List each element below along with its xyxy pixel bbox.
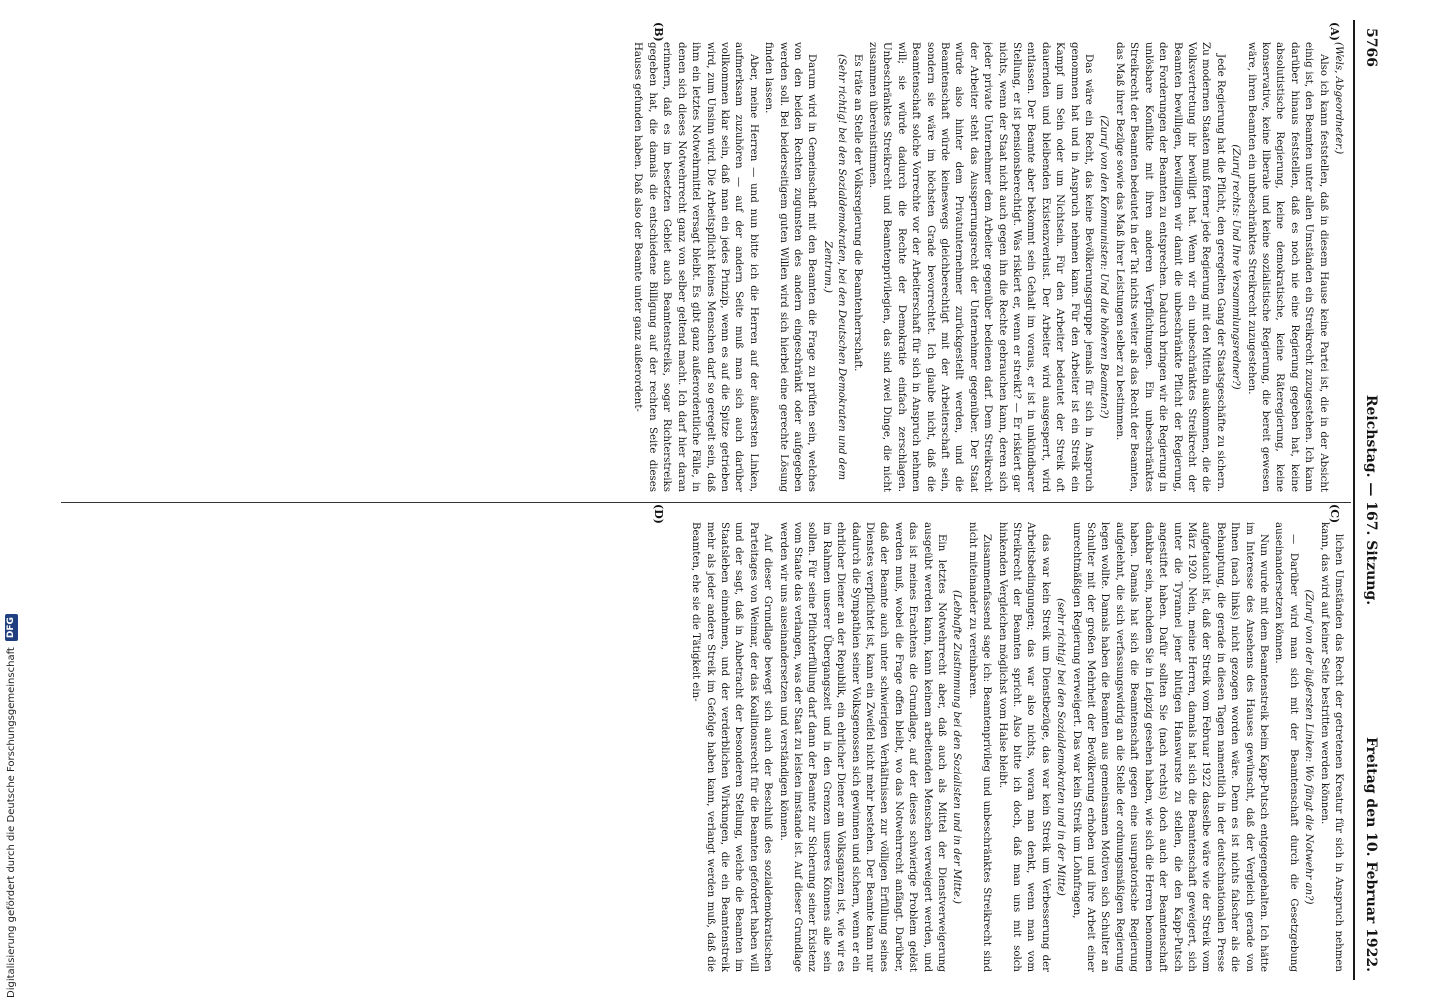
paragraph: Ein letztes Notwehrrecht aber, daß auch als Mittel der Dienstverweigerung ausgeübt werden kann, kann keinem arbeitenden Menschen verweigert werden, und das ist meines Erachtens die Grundlage, auf der dieses schwierige Problem gelöst werden muß, wobei die Frage offen bleibt, wo das Notwehrrecht anfängt. Darüber, daß der Beamte auch unter schwierigen Verhältnissen zur völligen Erfüllung seines Dienstes verpflichtet ist, kann ein Zweifel nicht mehr bestehen. Der Beamte kann nur dadurch die Sympathien seiner Volksgenossen sich gewinnen und sichern, wenn er ein ehrlicher Diener an der Republik, ein ehrlicher Diener am Volksganzen ist, wie wir es im Rahmen unserer Übergangszeit und in den Grenzen unseres Könnens alle sein sollen. Für seine Pflichterfüllung darf dann der Beamte zur Sicherung seiner Existenz vom Staate das verlangen, was der Staat zu leisten imstande ist. Auf dieser Grundlage werden wir uns auseinandersetzen und verständigen können.	[777, 522, 948, 972]
paragraph: Zusammenfassend sage ich: Beamtenprivileg und unbeschränktes Streikrecht sind nicht miteinander zu vereinbaren.	[966, 522, 993, 972]
paragraph: Darum wird in Gemeinschaft mit den Beamten die Frage zu prüfen sein, welches von den beiden Rechten zugunsten des andern eingeschränkt oder aufgegeben werden soll. Bei beiderseitigem guten Willen wird sich hierbei eine gerechte Lösung finden lassen.	[763, 42, 818, 492]
page-number: 5766	[1363, 28, 1379, 67]
paragraph: Auf dieser Grundlage bewegt sich auch der Beschluß des sozialdemokratischen Parteitages von Weimar, der das Koalitionsrecht für die Beamten gefordert haben will und der sagt, daß in Anbetracht der besonderen Stellung, welche die Beamten im Staatsleben einnehmen, und der verderblichen Wirkungen, die ein Beamtenstreik mehr als jeder andere Streik im Gefolge haben kann, verlangt werden muß, daß die Beamten, ehe sie die Tätigkeit ein-	[690, 522, 774, 972]
paragraph: lichen Umständen das Recht der getretenen Kreatur für sich in Anspruch nehmen kann, das wird auf keiner Seite bestritten werden können.	[1318, 522, 1344, 972]
margin-marker-d: (D)	[652, 504, 665, 524]
column-divider	[61, 502, 1351, 503]
credit-text: Digitalisierung gefördert durch die Deutsche Forschungsgemeinschaft	[5, 647, 17, 998]
paragraph: Das wäre ein Recht, das keine Bevölkerungsgruppe jemals für sich in Anspruch genommen hat und in Anspruch nehmen kann. Für den Arbeiter ist ein Streik ein Kampf um Sein oder um Nichtsein. Für den Arbeiter bedeutet der Streik oft dauernden und bleibenden Existenzverlust. Der Arbeiter wird ausgesperrt, wird entlassen. Der Beamte aber bekommt sein Gehalt im voraus, er ist in unkündbarer Stellung, er ist pensionsberechtigt. Was riskiert er, wenn er streikt? — Er riskiert gar nichts, wenn der Staat nicht auch gegen ihn die Rechte gebrauchen kann, deren sich jeder private Unternehmer dem Arbeiter gegenüber bedienen darf. Dem Streikrecht der Arbeiter steht das Aussperrungsrecht der Unternehmer gegenüber. Der Staat würde also hinter dem Privatunternehmer zurückgestellt werden, und die Beamtenschaft würde keineswegs gleichberechtigt mit der Arbeiterschaft sein, sondern sie wäre im höchsten Grade bevorrechtet. Ich glaube nicht, daß die Beamtenschaft solche Vorrechte vor der Arbeiterschaft für sich in Anspruch nehmen will; sie würde dadurch die Rechte der Demokratie einfach zerschlagen. Unbeschränktes Streikrecht und Beamtenprivilegien, das sind zwei Dinge, die nicht zusammen übereinstimmen.	[867, 42, 1095, 492]
paragraph: Also ich kann feststellen, daß in diesem Hause keine Partei ist, die in der Absicht einig ist, den Beamten unter allen Umständen ein Streikrecht zuzugestehen. Ich kann darüber hinaus feststellen, daß es noch nie eine Regierung gegeben hat, keine absolutistische Regierung, keine demokratische, keine Räteregierung, keine konservative, keine liberale und keine sozialistische Regierung, die bereit gewesen wäre, ihren Beamten ein unbeschränktes Streikrecht zuzugestehen.	[1245, 42, 1329, 492]
header-rule	[1353, 20, 1355, 980]
margin-marker-c: (C)	[1328, 504, 1341, 524]
paragraph: das war kein Streik um Dienstbezüge, das war kein Streik um Verbesserung der Arbeitsbedingungen; das war also nichts, woran man denkt, wenn man vom Streikrecht der Beamten spricht. Also bitte ich doch, daß man uns mit solch hinkenden Vergleichen möglichst vom Halse bleibt.	[996, 522, 1051, 972]
paragraph: Aber, meine Herren — und nun bitte ich die Herren auf der äußersten Linken, aufmerksam zuzuhören — auf der andern Seite muß man sich auch darüber vollkommen klar sein, daß man ein jedes Prinzip, wenn es auf die Spitze getrieben wird, zum Unsinn wird. Die Arbeitspflicht keines Menschen darf so geregelt sein, daß ihm ein letztes Notwehrmittel versagt bleibt. Es gibt ganz außerordentliche Fälle, in denen sich dieses Notwehrrecht ganz von selber geltend macht. Ich darf hier daran erinnern, daß es im besetzten Gebiet auch Beamtenstreiks, sogar Richterstreiks gegeben hat, die damals die entschiedene Billigung auf der rechten Seite dieses Hauses gefunden haben. Daß also der Beamte unter ganz außerordent-	[632, 42, 759, 492]
paragraph: (Sehr richtig! bei den Sozialdemokraten, bei den Deutschen Demokraten und dem Zentrum.)	[821, 53, 848, 481]
paragraph: (Lebhafte Zustimmung bei den Sozialisten und in der Mitte.)	[951, 589, 963, 905]
page-title: Reichstag. — 167. Sitzung.	[1363, 394, 1379, 606]
paragraph: (sehr richtig! bei den Sozialdemokraten und in der Mitte)	[1055, 598, 1067, 896]
paragraph: (Wels, Abgeordneter.)	[1333, 42, 1344, 155]
paragraph: (Zuruf von der äußersten Linken: Wo fängt die Notwehr an?)	[1303, 589, 1315, 905]
paragraph: Nun wurde mit dem Beamtenstreik beim Kapp-Putsch entgegengehalten. Ich hätte im Interesse des Ansehens des Hauses gewünscht, daß der Vergleich gerade von Ihnen (nach links) nicht gezogen worden wäre. Denn es ist nichts falscher als die Behauptung, die gerade in diesen Tagen namentlich in der deutschnationalen Presse aufgetaucht ist, daß der Streik vom Februar 1922 dasselbe wäre wie der Streik vom März 1920. Nein, meine Herren, damals hat sich die Beamtenschaft geweigert, sich unter die Tyrannei jener blutigen Hanswurste zu stellen, die den Kapp-Putsch angestiftet haben. Dafür sollten Sie (nach rechts) doch auch der Beamtenschaft dankbar sein, nachdem Sie in Leipzig gesehen haben, wie sich die Herren benommen haben. Damals hat sich die Beamtenschaft gegen eine usurpatorische Regierung aufgelehnt, die sich verfassungswidrig an die Stelle der ordnungsmäßigen Regierung legen wollte. Damals haben die Beamten aus gemeinsamen Motiven sich Schulter an Schulter mit der großen Mehrheit der Bevölkerung erhoben und ihre Arbeit einer unrechtmäßigen Regierung verweigert. Das war kein Streik um Lohnfragen,	[1070, 522, 1269, 972]
text-column-left	[55, 42, 1345, 492]
digitization-credit	[2, 0, 20, 998]
paragraph: — Darüber wird man sich mit der Beamtenschaft durch die Gesetzgebung auseinandersetzen können.	[1273, 522, 1299, 972]
paragraph: (Zuruf von den Kommunisten: Und die höheren Beamten?)	[1098, 115, 1110, 419]
margin-marker-a: (A)	[1328, 22, 1341, 41]
page-header	[1355, 20, 1385, 980]
paragraph: Jede Regierung hat die Pflicht, den geregelten Gang der Staatsgeschäfte zu sichern. Zu modernen Staaten muß ferner jede Regierung mit den Mitteln auskommen, die die Volksvertretung ihr bewilligt hat. Wenn wir ein unbeschränktes Streikrecht der Beamten bewilligen, bewilligen wir damit die unbeschränkte Pflicht der Regierung, den Forderungen der Beamten zu entsprechen. Dadurch bringen wir die Regierung in unlösbare Konflikte mit ihren anderen Verpflichtungen. Ein unbeschränktes Streikrecht der Beamten bedeutet in der Tat nichts weiter als das Recht der Beamten, das Maß ihrer Bezüge sowie das Maß ihrer Leistungen selber zu bestimmen.	[1113, 42, 1226, 492]
document-page	[45, 20, 1385, 980]
paragraph: (Zuruf rechts: Und Ihre Versammlungsredner?)	[1230, 144, 1242, 390]
text-column-right	[55, 522, 1345, 972]
paragraph: Es träte an Stelle der Volksregierung die Beamtenherrschaft.	[851, 54, 863, 372]
margin-marker-b: (B)	[652, 22, 665, 42]
session-date: Freitag den 10. Februar 1922.	[1363, 736, 1379, 972]
dfg-logo: DFG	[5, 614, 18, 641]
